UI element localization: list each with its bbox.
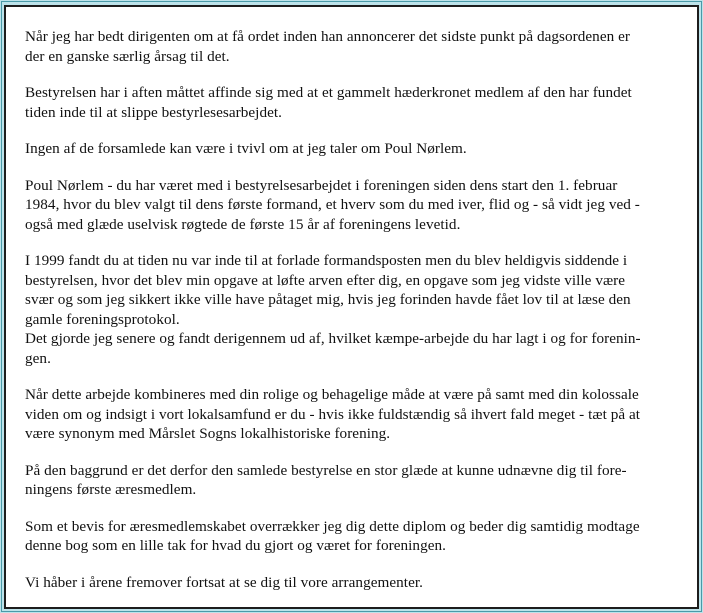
text-line: bestyrelsen, hvor det blev min opgave at løfte arven efter dig, en opgave som jeg vidste ville være bbox=[25, 271, 626, 289]
paragraph-ingen bbox=[25, 139, 687, 159]
text-line: også med glæde uselvisk røgtede de første 15 år af foreningens levetid. bbox=[25, 215, 461, 233]
text-line: Poul Nørlem - du har været med i bestyrelsesarbejdet i foreningen siden dens start den 1. februar bbox=[25, 176, 618, 194]
text-line: Ingen af de forsamlede kan være i tvivl om at jeg taler om Poul Nørlem. bbox=[25, 140, 467, 157]
text-line: Vi håber i årene fremover fortsat at se dig til vore arrangementer. bbox=[25, 573, 423, 591]
text-line: ningens første æresmedlem. bbox=[25, 481, 197, 498]
paragraph-bestyrelsen bbox=[25, 83, 687, 122]
text-line: denne bog som en lille tak for hvad du gjort og været for foreningen. bbox=[25, 537, 447, 554]
text-line: gamle foreningsprotokol. bbox=[25, 310, 180, 328]
text-line: være synonym med Mårslet Sogns lokalhistoriske forening. bbox=[25, 425, 391, 442]
text-line: Som et bevis for æresmedlemskabet overrækker jeg dig dette diplom og beder dig samtidig modtage bbox=[25, 517, 640, 535]
text-line: der en ganske særlig årsag til det. bbox=[25, 47, 230, 65]
paragraph-det-gjorde bbox=[25, 329, 687, 368]
paragraph-bevis bbox=[25, 517, 687, 556]
text-line: Når jeg har bedt dirigenten om at få ordet inden han annoncerer det sidste punkt på dagsordenen er bbox=[25, 28, 631, 45]
text-line: svær og som jeg sikkert ikke ville have påtaget mig, hvis jeg forinden havde fået lov til at læse den bbox=[25, 291, 631, 308]
paragraph-afslutning bbox=[25, 573, 687, 593]
paragraph-naar-dette bbox=[25, 385, 687, 444]
text-line: gen. bbox=[25, 349, 51, 367]
text-line: Det gjorde jeg senere og fandt derigennem ud af, hvilket kæmpe-arbejde du har lagt i og for forenin- bbox=[25, 330, 641, 347]
paragraph-poul-norlem bbox=[25, 176, 687, 235]
text-line: tiden inde til at slippe bestyrlesesarbejdet. bbox=[25, 103, 282, 121]
text-line: Når dette arbejde kombineres med din rolige og behagelige måde at være på samt med din kolossale bbox=[25, 386, 639, 403]
paragraph-baggrund bbox=[25, 461, 687, 500]
paragraph-1999 bbox=[25, 251, 687, 329]
text-line: Bestyrelsen har i aften måttet affinde sig med at et gammelt hæderkronet medlem af den har fundet bbox=[25, 84, 632, 101]
text-line: På den baggrund er det derfor den samlede bestyrelse en stor glæde at kunne udnævne dig til fore- bbox=[25, 461, 627, 479]
document-page bbox=[4, 5, 699, 609]
paragraph-dirigent bbox=[25, 27, 687, 66]
text-line: viden om og indsigt i vort lokalsamfund er du - hvis ikke fuldstændig så ihvert fald meget - tæt på at bbox=[25, 405, 641, 423]
text-line: I 1999 fandt du at tiden nu var inde til at forlade formandsposten men du blev heldigvis siddende i bbox=[25, 252, 628, 269]
text-line: 1984, hvor du blev valgt til dens første formand, et hverv som du med iver, flid og - så vidt jeg ved - bbox=[25, 196, 640, 213]
